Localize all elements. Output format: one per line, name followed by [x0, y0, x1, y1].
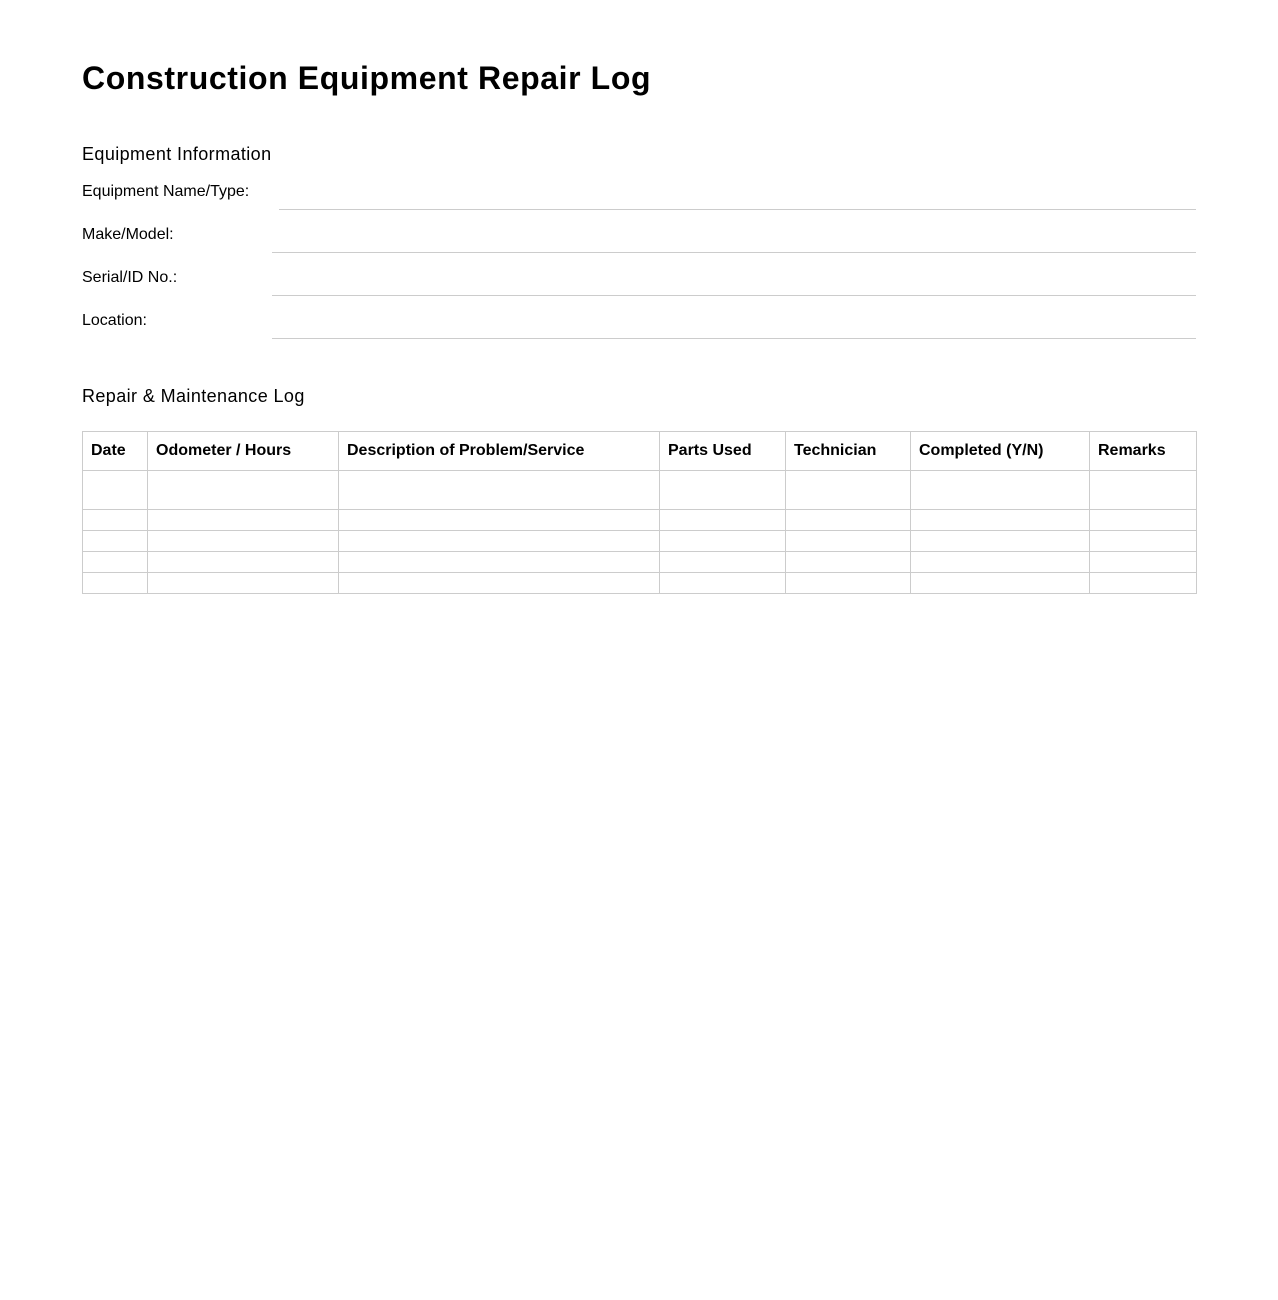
cell-remarks[interactable]	[1090, 552, 1197, 573]
cell-odometer-hours[interactable]	[148, 510, 339, 531]
column-header-date: Date	[83, 432, 148, 471]
cell-completed[interactable]	[911, 471, 1090, 510]
cell-description[interactable]	[339, 573, 660, 594]
cell-description[interactable]	[339, 552, 660, 573]
equipment-name-input-line[interactable]	[279, 183, 1196, 210]
equipment-info-heading: Equipment Information	[82, 144, 272, 164]
cell-parts-used[interactable]	[660, 510, 786, 531]
table-row	[83, 510, 1197, 531]
cell-remarks[interactable]	[1090, 573, 1197, 594]
equipment-name-label: Equipment Name/Type:	[82, 183, 250, 200]
page-title: Construction Equipment Repair Log	[82, 60, 652, 96]
cell-description[interactable]	[339, 471, 660, 510]
cell-date[interactable]	[83, 552, 148, 573]
cell-remarks[interactable]	[1090, 471, 1197, 510]
cell-completed[interactable]	[911, 510, 1090, 531]
cell-date[interactable]	[83, 471, 148, 510]
serial-id-label: Serial/ID No.:	[82, 269, 178, 286]
cell-parts-used[interactable]	[660, 552, 786, 573]
cell-description[interactable]	[339, 531, 660, 552]
cell-completed[interactable]	[911, 573, 1090, 594]
repair-log-table	[82, 431, 1197, 594]
column-header-technician: Technician	[786, 432, 911, 471]
cell-date[interactable]	[83, 510, 148, 531]
column-header-parts-used: Parts Used	[660, 432, 786, 471]
column-header-remarks: Remarks	[1090, 432, 1197, 471]
equipment-name-field-row	[82, 183, 1196, 213]
cell-parts-used[interactable]	[660, 573, 786, 594]
table-header-row	[83, 432, 1197, 471]
table-row	[83, 552, 1197, 573]
cell-technician[interactable]	[786, 471, 911, 510]
cell-completed[interactable]	[911, 552, 1090, 573]
cell-remarks[interactable]	[1090, 531, 1197, 552]
location-input-line[interactable]	[272, 312, 1196, 339]
location-label: Location:	[82, 312, 147, 329]
cell-date[interactable]	[83, 531, 148, 552]
cell-remarks[interactable]	[1090, 510, 1197, 531]
serial-id-input-line[interactable]	[272, 269, 1196, 296]
column-header-description: Description of Problem/Service	[339, 432, 660, 471]
location-field-row	[82, 312, 1196, 342]
cell-parts-used[interactable]	[660, 531, 786, 552]
table-row	[83, 573, 1197, 594]
make-model-input-line[interactable]	[272, 226, 1196, 253]
cell-description[interactable]	[339, 510, 660, 531]
cell-odometer-hours[interactable]	[148, 552, 339, 573]
make-model-field-row	[82, 226, 1196, 256]
cell-completed[interactable]	[911, 531, 1090, 552]
cell-odometer-hours[interactable]	[148, 531, 339, 552]
column-header-odometer-hours: Odometer / Hours	[148, 432, 339, 471]
table-row	[83, 471, 1197, 510]
repair-log-heading: Repair & Maintenance Log	[82, 386, 305, 406]
cell-date[interactable]	[83, 573, 148, 594]
cell-technician[interactable]	[786, 510, 911, 531]
column-header-completed: Completed (Y/N)	[911, 432, 1090, 471]
table-row	[83, 531, 1197, 552]
cell-technician[interactable]	[786, 531, 911, 552]
cell-technician[interactable]	[786, 573, 911, 594]
cell-parts-used[interactable]	[660, 471, 786, 510]
serial-id-field-row	[82, 269, 1196, 299]
cell-technician[interactable]	[786, 552, 911, 573]
cell-odometer-hours[interactable]	[148, 573, 339, 594]
make-model-label: Make/Model:	[82, 226, 174, 243]
cell-odometer-hours[interactable]	[148, 471, 339, 510]
